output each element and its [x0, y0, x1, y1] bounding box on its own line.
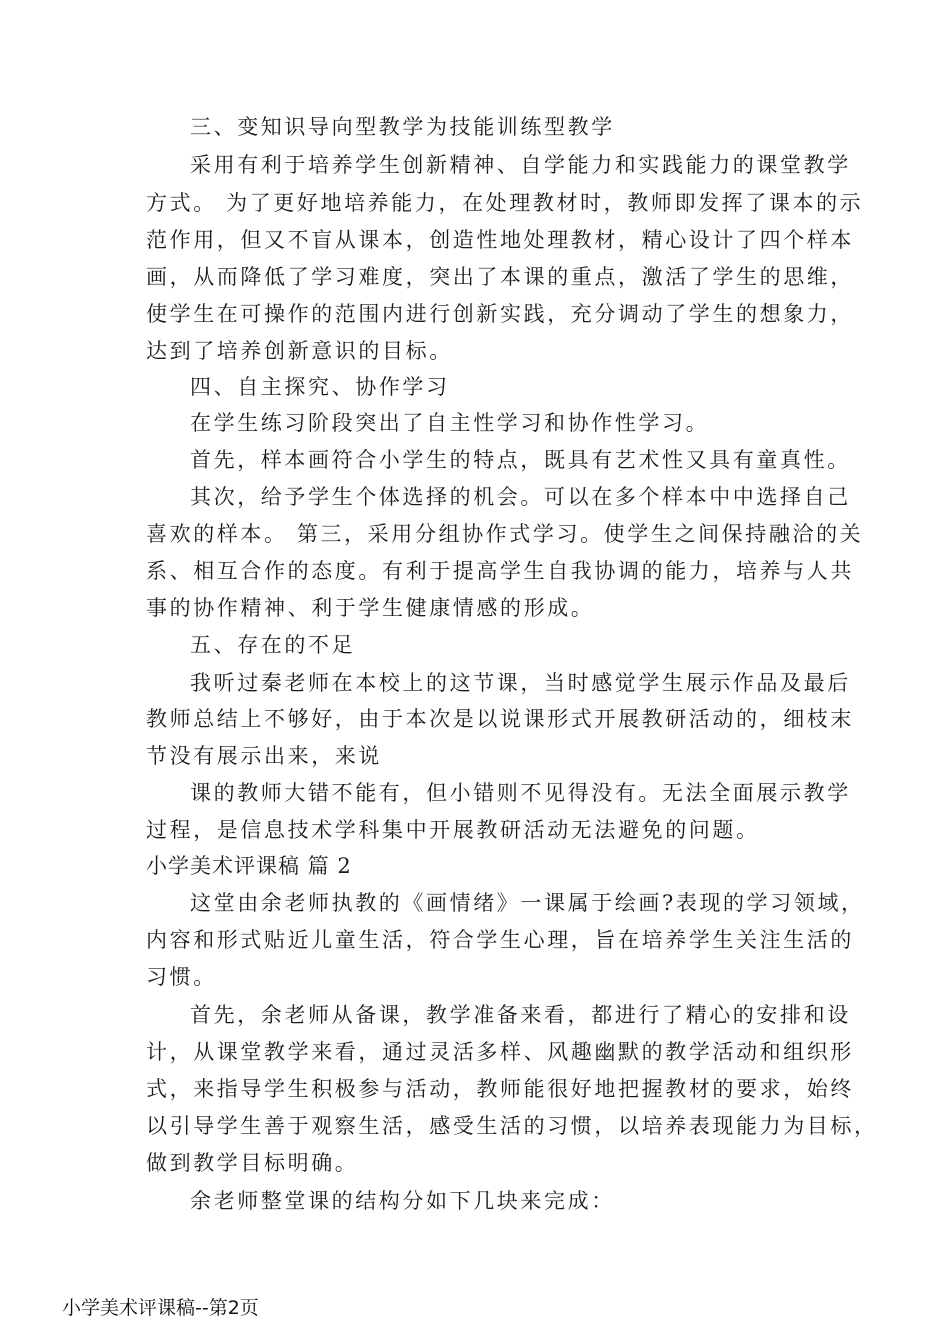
paragraph-line: 教师总结上不够好，由于本次是以说课形式开展教研活动的，细枝末 — [146, 707, 854, 731]
paragraph-line: 过程，是信息技术学科集中开展教研活动无法避免的问题。 — [146, 818, 760, 842]
article-title: 小学美术评课稿 篇 2 — [146, 854, 352, 878]
paragraph-line: 使学生在可操作的范围内进行创新实践，充分调动了学生的想象力， — [146, 302, 854, 326]
paragraph-line: 式，来指导学生积极参与活动，教师能很好地把握教材的要求，始终 — [146, 1077, 854, 1101]
paragraph-line: 余老师整堂课的结构分如下几块来完成： — [190, 1189, 615, 1213]
heading-section-three: 三、变知识导向型教学为技能训练型教学 — [190, 115, 615, 139]
paragraph-line: 以引导学生善于观察生活，感受生活的习惯，以培养表现能力为目标， — [146, 1114, 878, 1138]
paragraph-line: 范作用，但又不盲从课本，创造性地处理教材，精心设计了四个样本 — [146, 228, 854, 252]
paragraph-line: 喜欢的样本。 第三，采用分组协作式学习。使学生之间保持融洽的关 — [146, 522, 864, 546]
paragraph-line: 计，从课堂教学来看，通过灵活多样、风趣幽默的教学活动和组织形 — [146, 1040, 854, 1064]
paragraph-line: 课的教师大错不能有，但小错则不见得没有。无法全面展示教学 — [190, 781, 851, 805]
paragraph-line: 内容和形式贴近儿童生活，符合学生心理，旨在培养学生关注生活的 — [146, 928, 854, 952]
paragraph-line: 在学生练习阶段突出了自主性学习和协作性学习。 — [190, 411, 710, 435]
paragraph-line: 方式。 为了更好地培养能力，在处理教材时，教师即发挥了课本的示 — [146, 191, 864, 215]
paragraph-line: 做到教学目标明确。 — [146, 1151, 359, 1175]
paragraph-line: 习惯。 — [146, 965, 217, 989]
paragraph-line: 其次，给予学生个体选择的机会。可以在多个样本中中选择自己 — [190, 485, 851, 509]
paragraph-line: 采用有利于培养学生创新精神、自学能力和实践能力的课堂教学 — [190, 153, 851, 177]
heading-section-five: 五、存在的不足 — [190, 633, 356, 657]
paragraph-line: 这堂由余老师执教的《画情绪》一课属于绘画?表现的学习领域， — [190, 891, 865, 915]
paragraph-line: 系、相互合作的态度。有利于提高学生自我协调的能力，培养与人共 — [146, 559, 854, 583]
paragraph-line: 达到了培养创新意识的目标。 — [146, 339, 453, 363]
paragraph-line: 事的协作精神、利于学生健康情感的形成。 — [146, 596, 595, 620]
paragraph-line: 首先，样本画符合小学生的特点，既具有艺术性又具有童真性。 — [190, 448, 851, 472]
page-footer: 小学美术评课稿--第2页 — [62, 1297, 259, 1319]
paragraph-line: 首先，余老师从备课，教学准备来看，都进行了精心的安排和设 — [190, 1003, 851, 1027]
paragraph-line: 节没有展示出来，来说 — [146, 744, 382, 768]
paragraph-line: 画，从而降低了学习难度，突出了本课的重点，激活了学生的思维， — [146, 265, 854, 289]
heading-section-four: 四、自主探究、协作学习 — [190, 375, 450, 399]
paragraph-line: 我听过秦老师在本校上的这节课，当时感觉学生展示作品及最后 — [190, 671, 851, 695]
